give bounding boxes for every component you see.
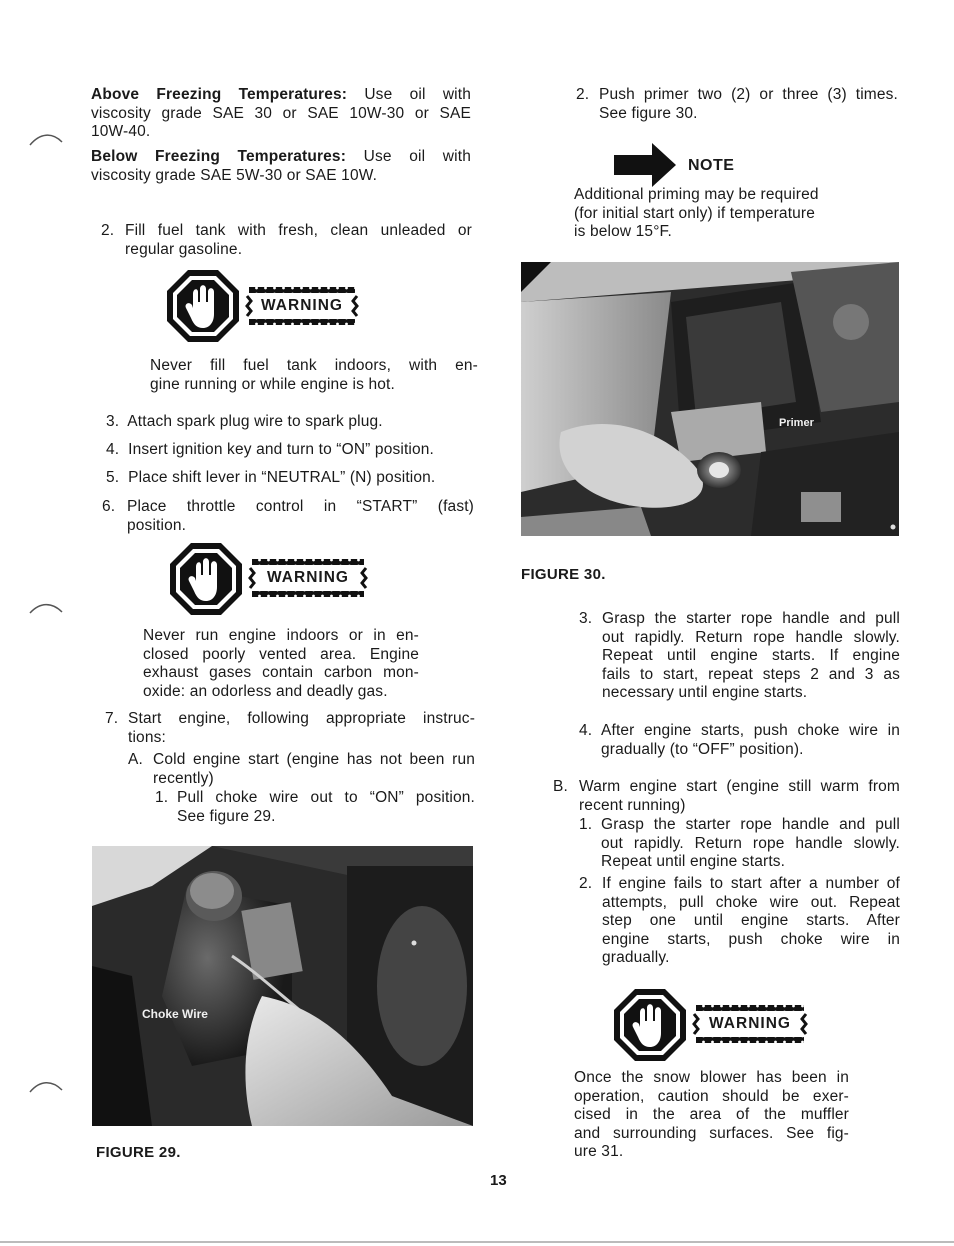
sub-number: 1.	[579, 816, 593, 833]
warning-text-line5: ure 31.	[574, 1143, 624, 1161]
step-text: Place shift lever in “NEUTRAL” (N) position.	[128, 469, 436, 486]
above-freezing-line3: 10W-40.	[91, 123, 151, 141]
above-freezing-line2: viscosity grade SAE 30 or SAE 10W-30 or SAE	[91, 104, 471, 122]
sub-text-line2: out rapidly. Return rope handle slowly.	[601, 834, 900, 852]
sub-text-line2: attempts, pull choke wire out. Repeat	[602, 893, 900, 911]
step-text-line4: fails to start, repeat steps 2 and 3 as	[602, 665, 900, 683]
sub-number: 1.	[155, 789, 169, 806]
warning-label: WARNING	[261, 297, 343, 314]
warning-text-line3: exhaust gases contain carbon mon-	[143, 664, 419, 682]
sub-text-line1: Pull choke wire out to “ON” position.	[177, 789, 475, 806]
sub-text-line2: See figure 29.	[177, 807, 276, 825]
step-text-line1: After engine starts, push choke wire in	[601, 722, 900, 739]
step-text-line2: position.	[127, 516, 187, 534]
warning-text-line1: Once the snow blower has been in	[574, 1069, 849, 1086]
step-text-line2: gradually (to “OFF” position).	[601, 740, 804, 758]
figure-29-caption: FIGURE 29.	[96, 1144, 181, 1161]
step-number: 2.	[101, 222, 115, 239]
sub-text-line3: Repeat until engine starts.	[601, 853, 786, 871]
step-number: 3.	[579, 610, 593, 627]
sub-text-line5: gradually.	[602, 949, 670, 967]
warning-text-line2: gine running or while engine is hot.	[150, 375, 395, 393]
sub-text-line1: Grasp the starter rope handle and pull	[601, 816, 900, 833]
photo-label: Choke Wire	[142, 1007, 208, 1021]
sub-text-line4: engine starts, push choke wire in	[602, 930, 900, 948]
warning-text-line4: and surrounding surfaces. See fig-	[574, 1124, 849, 1142]
note-text-line1: Additional priming may be required	[574, 186, 819, 203]
step-text-line5: necessary until engine starts.	[602, 684, 808, 702]
step-text-line1: Start engine, following appropriate instruc-	[128, 710, 475, 727]
sub-text-line1: Warm engine start (engine still warm from	[579, 778, 900, 795]
sub-text-line2: recently)	[153, 769, 214, 787]
below-freezing-heading: Below Freezing Temperatures:	[91, 148, 347, 165]
note-text-line3: is below 15°F.	[574, 223, 672, 241]
figure-30-caption: FIGURE 30.	[521, 566, 606, 583]
step-number: 4.	[579, 722, 593, 739]
below-freezing-line1: Use oil with	[363, 148, 471, 165]
sub-number: 2.	[579, 875, 593, 892]
step-text-line1: Push primer two (2) or three (3) times.	[599, 86, 898, 103]
note-label: NOTE	[688, 157, 735, 174]
warning-label: WARNING	[709, 1015, 791, 1032]
step-text-line3: Repeat until engine starts. If engine	[602, 647, 900, 665]
warning-text-line4: oxide: an odorless and deadly gas.	[143, 682, 388, 700]
warning-text-line2: operation, caution should be exer-	[574, 1087, 849, 1105]
below-freezing-line2: viscosity grade SAE 5W-30 or SAE 10W.	[91, 166, 378, 184]
above-freezing-heading: Above Freezing Temperatures:	[91, 86, 348, 103]
step-text: Attach spark plug wire to spark plug.	[127, 413, 383, 430]
above-freezing-line1: Use oil with	[364, 86, 471, 103]
step-number: 3.	[106, 413, 120, 430]
sub-text-line3: step one until engine starts. After	[602, 912, 900, 930]
step-number: 5.	[106, 469, 120, 486]
warning-text-line1: Never run engine indoors or in en-	[143, 627, 419, 644]
step-number: 6.	[102, 498, 116, 515]
note-text-line2: (for initial start only) if temperature	[574, 204, 816, 222]
page-number: 13	[490, 1172, 507, 1189]
step-number: 2.	[576, 86, 590, 103]
sub-text-line2: recent running)	[579, 796, 686, 814]
sub-text-line1: If engine fails to start after a number of	[602, 875, 900, 892]
warning-text-line1: Never fill fuel tank indoors, with en-	[150, 357, 478, 374]
step-text-line1: Place throttle control in “START” (fast)	[127, 498, 474, 515]
step-text-line2: regular gasoline.	[125, 240, 243, 258]
photo-label: Primer	[779, 417, 814, 429]
step-text: Insert ignition key and turn to “ON” position.	[128, 441, 435, 458]
step-text-line2: See figure 30.	[599, 104, 698, 122]
step-number: 4.	[106, 441, 120, 458]
warning-text-line3: cised in the area of the muffler	[574, 1106, 849, 1124]
step-text-line2: tions:	[128, 728, 166, 746]
step-number: 7.	[105, 710, 119, 727]
step-text-line2: out rapidly. Return rope handle slowly.	[602, 628, 900, 646]
warning-label: WARNING	[267, 569, 349, 586]
sub-letter: A.	[128, 751, 143, 768]
step-text-line1: Grasp the starter rope handle and pull	[602, 610, 900, 627]
sub-letter: B.	[553, 778, 568, 795]
step-text-line1: Fill fuel tank with fresh, clean unleaded or	[125, 222, 472, 239]
sub-text-line1: Cold engine start (engine has not been run	[153, 751, 475, 768]
warning-text-line2: closed poorly vented area. Engine	[143, 645, 419, 663]
